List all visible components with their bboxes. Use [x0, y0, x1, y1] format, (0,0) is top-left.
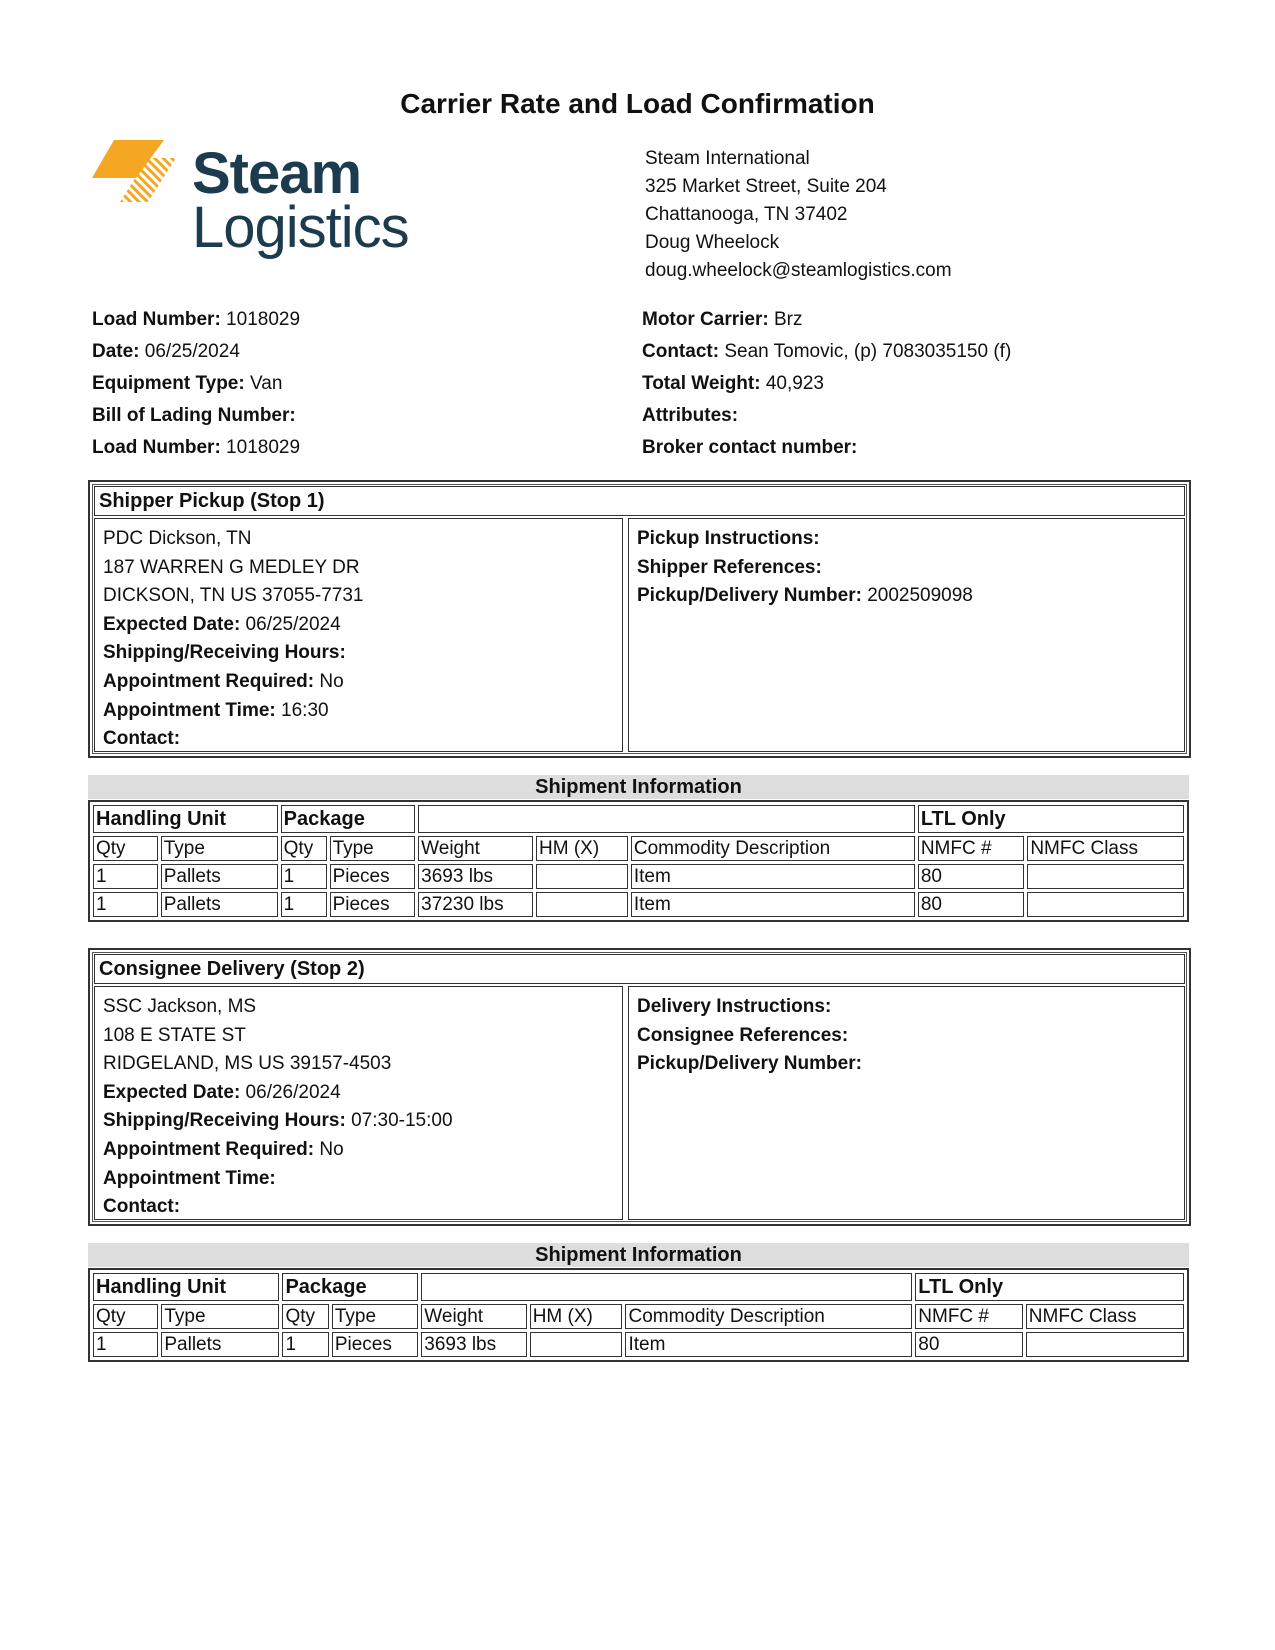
broker-city: Chattanooga, TN 37402 [645, 204, 848, 225]
column-header: NMFC Class [1027, 836, 1184, 861]
column-header: Type [332, 1304, 418, 1329]
broker-address [645, 145, 952, 285]
stop1-shipper-references: Shipper References: [637, 556, 822, 578]
column-header: Weight [418, 836, 533, 861]
stop1-expected-date: Expected Date: 06/25/2024 [103, 613, 341, 635]
table-row [93, 864, 1184, 889]
load-number-row: Load Number: 1018029 [92, 309, 301, 330]
stop1-instructions-col [628, 518, 1185, 752]
table-row [93, 892, 1184, 917]
stop1-hours: Shipping/Receiving Hours: [103, 642, 346, 664]
column-header: NMFC Class [1026, 1304, 1184, 1329]
column-header: HM (X) [530, 1304, 623, 1329]
column-header: Type [330, 836, 416, 861]
stop1-contact: Contact: [103, 728, 181, 750]
column-header: HM (X) [536, 836, 628, 861]
table-cell: 1 [282, 1332, 328, 1357]
table-cell: Pieces [330, 864, 416, 889]
column-header-row [93, 836, 1184, 861]
table-cell [1027, 892, 1184, 917]
table-cell: Item [631, 864, 915, 889]
logo-text-steam: Steam [192, 141, 362, 206]
group-header-package: Package [281, 805, 416, 833]
stop1-city: DICKSON, TN US 37055-7731 [103, 585, 364, 607]
shipment-info-heading-1: Shipment Information [88, 775, 1189, 799]
load-number-row-2: Load Number: 1018029 [92, 437, 301, 458]
column-header: NMFC # [915, 1304, 1023, 1329]
consignee-delivery-box [88, 948, 1191, 1226]
broker-person: Doug Wheelock [645, 232, 780, 253]
equipment-type-row: Equipment Type: Van [92, 373, 283, 394]
column-header: Type [161, 1304, 279, 1329]
table-cell: 1 [93, 1332, 158, 1357]
table-cell: Pieces [332, 1332, 418, 1357]
stop1-address-col [94, 518, 623, 752]
stop1-appointment-time: Appointment Time: 16:30 [103, 699, 329, 721]
table-cell: 80 [918, 864, 1024, 889]
stop1-pickup-delivery-number: Pickup/Delivery Number: 2002509098 [637, 585, 973, 607]
motor-carrier-row: Motor Carrier: Brz [642, 309, 803, 330]
column-header: Type [161, 836, 278, 861]
column-header: Qty [281, 836, 327, 861]
table-cell [536, 892, 628, 917]
table-cell: Pallets [161, 892, 278, 917]
stop2-consignee-references: Consignee References: [637, 1024, 849, 1046]
broker-contact-row: Broker contact number: [642, 437, 858, 458]
stop1-street: 187 WARREN G MEDLEY DR [103, 556, 360, 578]
table-cell: 1 [281, 892, 327, 917]
stop1-name: PDC Dickson, TN [103, 528, 252, 549]
stop2-city: RIDGELAND, MS US 39157-4503 [103, 1053, 392, 1075]
shipment-table-1 [88, 800, 1189, 922]
group-header-blank [418, 805, 915, 833]
stop2-name: SSC Jackson, MS [103, 996, 257, 1017]
broker-street: 325 Market Street, Suite 204 [645, 176, 887, 197]
stop1-heading: Shipper Pickup (Stop 1) [94, 486, 1185, 516]
logo-mark-icon [92, 140, 182, 210]
stop2-instructions-col [628, 986, 1185, 1220]
group-header-handling-unit: Handling Unit [93, 1273, 279, 1301]
total-weight-row: Total Weight: 40,923 [642, 373, 824, 394]
table-row [93, 1332, 1184, 1357]
table-cell: 3693 lbs [418, 864, 533, 889]
stop2-pickup-delivery-number: Pickup/Delivery Number: [637, 1053, 862, 1075]
table-cell [536, 864, 628, 889]
logo-text-logistics: Logistics [192, 195, 409, 260]
column-header: Qty [93, 836, 158, 861]
table-cell: 3693 lbs [421, 1332, 526, 1357]
table-cell: 37230 lbs [418, 892, 533, 917]
bill-of-lading-row: Bill of Lading Number: [92, 405, 296, 426]
stop2-hours: Shipping/Receiving Hours: 07:30-15:00 [103, 1110, 453, 1132]
table-cell: Item [631, 892, 915, 917]
shipment-table-2 [88, 1268, 1189, 1362]
stop2-expected-date: Expected Date: 06/26/2024 [103, 1081, 341, 1103]
stop2-address-col [94, 986, 623, 1220]
column-header: Commodity Description [625, 1304, 912, 1329]
group-header-ltl-only: LTL Only [915, 1273, 1184, 1301]
contact-row: Contact: Sean Tomovic, (p) 7083035150 (f) [642, 341, 1012, 362]
broker-company: Steam International [645, 148, 810, 169]
stop2-contact: Contact: [103, 1196, 181, 1218]
column-header-row [93, 1304, 1184, 1329]
group-header-package: Package [282, 1273, 418, 1301]
column-header: Qty [282, 1304, 328, 1329]
shipper-pickup-box [88, 480, 1191, 758]
stop2-heading: Consignee Delivery (Stop 2) [94, 954, 1185, 984]
column-header: NMFC # [918, 836, 1024, 861]
table-cell: Item [625, 1332, 912, 1357]
table-cell: 1 [93, 892, 158, 917]
stop2-delivery-instructions: Delivery Instructions: [637, 996, 832, 1017]
table-cell: 80 [918, 892, 1024, 917]
table-cell [530, 1332, 623, 1357]
stop2-street: 108 E STATE ST [103, 1024, 246, 1046]
table-cell: 1 [281, 864, 327, 889]
stop1-pickup-instructions: Pickup Instructions: [637, 528, 820, 549]
group-header-ltl-only: LTL Only [918, 805, 1184, 833]
table-cell [1027, 864, 1184, 889]
steam-logistics-logo [92, 140, 422, 270]
shipment-info-heading-2: Shipment Information [88, 1243, 1189, 1267]
column-header: Weight [421, 1304, 526, 1329]
group-header-handling-unit: Handling Unit [93, 805, 278, 833]
stop1-appointment-required: Appointment Required: No [103, 670, 344, 692]
broker-email[interactable]: doug.wheelock@steamlogistics.com [645, 260, 952, 281]
group-header-blank [421, 1273, 912, 1301]
date-row: Date: 06/25/2024 [92, 341, 240, 362]
table-cell: Pallets [161, 1332, 279, 1357]
carrier-info [642, 304, 1011, 464]
attributes-row: Attributes: [642, 405, 739, 426]
stop2-appointment-required: Appointment Required: No [103, 1138, 344, 1160]
table-cell: Pallets [161, 864, 278, 889]
table-cell [1026, 1332, 1184, 1357]
column-header: Qty [93, 1304, 158, 1329]
document-title: Carrier Rate and Load Confirmation [400, 88, 875, 119]
column-header: Commodity Description [631, 836, 915, 861]
table-cell: 80 [915, 1332, 1023, 1357]
stop2-appointment-time: Appointment Time: [103, 1167, 276, 1189]
table-cell: Pieces [330, 892, 416, 917]
table-cell: 1 [93, 864, 158, 889]
load-info [92, 304, 300, 464]
